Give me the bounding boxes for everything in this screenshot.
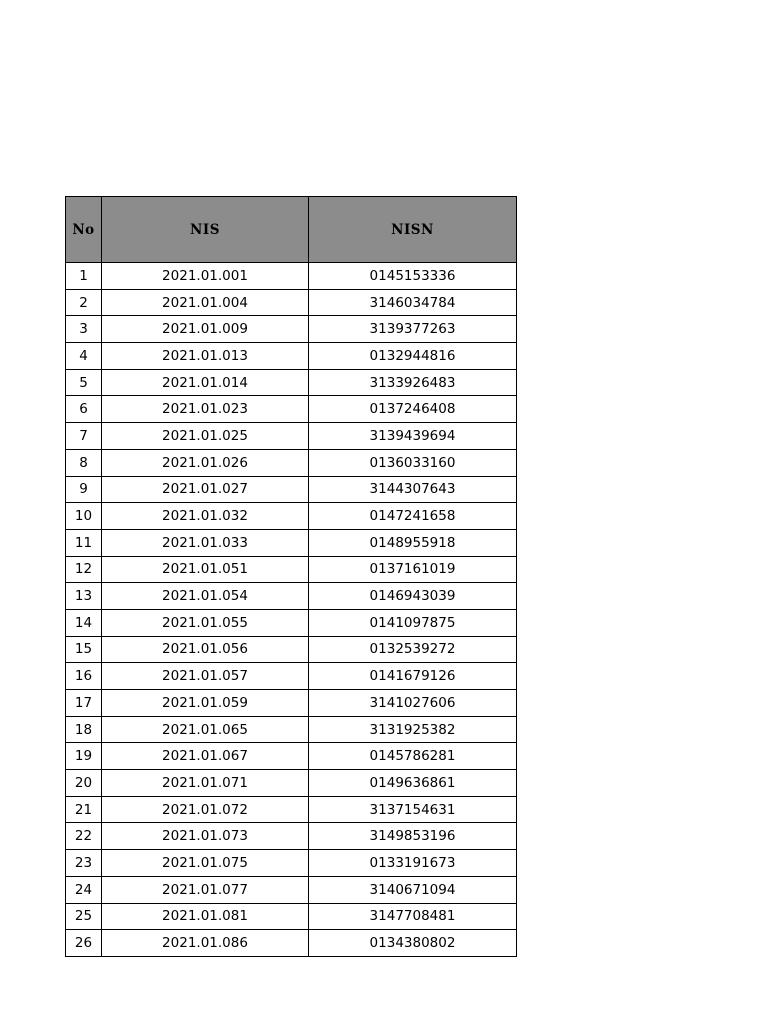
cell-nis: 2021.01.009 <box>102 316 309 343</box>
cell-nis: 2021.01.023 <box>102 396 309 423</box>
cell-nis: 2021.01.057 <box>102 663 309 690</box>
cell-no: 7 <box>66 423 102 450</box>
table-row <box>66 263 517 290</box>
cell-nisn: 0132539272 <box>309 636 517 663</box>
cell-nis: 2021.01.059 <box>102 690 309 717</box>
cell-no: 26 <box>66 930 102 957</box>
table-row <box>66 396 517 423</box>
cell-nis: 2021.01.065 <box>102 716 309 743</box>
cell-no: 1 <box>66 263 102 290</box>
cell-no: 10 <box>66 503 102 530</box>
cell-nisn: 0134380802 <box>309 930 517 957</box>
table-row <box>66 369 517 396</box>
cell-nisn: 0149636861 <box>309 770 517 797</box>
table-row <box>66 503 517 530</box>
header-no: No <box>66 197 102 263</box>
cell-no: 19 <box>66 743 102 770</box>
table-row <box>66 289 517 316</box>
table-row <box>66 449 517 476</box>
table-row <box>66 316 517 343</box>
cell-nisn: 3141027606 <box>309 690 517 717</box>
cell-nisn: 3137154631 <box>309 796 517 823</box>
cell-no: 8 <box>66 449 102 476</box>
table-row <box>66 770 517 797</box>
table-row <box>66 583 517 610</box>
cell-no: 24 <box>66 876 102 903</box>
cell-no: 3 <box>66 316 102 343</box>
cell-no: 25 <box>66 903 102 930</box>
cell-nisn: 0141097875 <box>309 609 517 636</box>
cell-no: 17 <box>66 690 102 717</box>
header-nisn: NISN <box>309 197 517 263</box>
cell-no: 20 <box>66 770 102 797</box>
cell-nisn: 3147708481 <box>309 903 517 930</box>
header-nis: NIS <box>102 197 309 263</box>
cell-nis: 2021.01.025 <box>102 423 309 450</box>
cell-no: 9 <box>66 476 102 503</box>
cell-nis: 2021.01.027 <box>102 476 309 503</box>
cell-nisn: 3140671094 <box>309 876 517 903</box>
cell-nis: 2021.01.033 <box>102 529 309 556</box>
table-row <box>66 796 517 823</box>
table-body <box>66 263 517 957</box>
cell-no: 4 <box>66 343 102 370</box>
cell-nisn: 0146943039 <box>309 583 517 610</box>
cell-nisn: 0141679126 <box>309 663 517 690</box>
cell-no: 14 <box>66 609 102 636</box>
cell-nisn: 0133191673 <box>309 850 517 877</box>
cell-nis: 2021.01.056 <box>102 636 309 663</box>
table-row <box>66 690 517 717</box>
cell-nisn: 3146034784 <box>309 289 517 316</box>
cell-no: 5 <box>66 369 102 396</box>
table-row <box>66 476 517 503</box>
cell-nisn: 3139377263 <box>309 316 517 343</box>
table-row <box>66 743 517 770</box>
cell-no: 13 <box>66 583 102 610</box>
table-row <box>66 529 517 556</box>
table-row <box>66 876 517 903</box>
cell-nisn: 0145786281 <box>309 743 517 770</box>
cell-no: 2 <box>66 289 102 316</box>
table-row <box>66 556 517 583</box>
cell-nisn: 3131925382 <box>309 716 517 743</box>
cell-no: 16 <box>66 663 102 690</box>
cell-nis: 2021.01.001 <box>102 263 309 290</box>
table-row <box>66 423 517 450</box>
table-row <box>66 823 517 850</box>
cell-nisn: 3139439694 <box>309 423 517 450</box>
cell-no: 23 <box>66 850 102 877</box>
table-header <box>66 197 517 263</box>
cell-nis: 2021.01.086 <box>102 930 309 957</box>
cell-nisn: 3133926483 <box>309 369 517 396</box>
cell-nis: 2021.01.081 <box>102 903 309 930</box>
cell-nis: 2021.01.055 <box>102 609 309 636</box>
cell-nis: 2021.01.032 <box>102 503 309 530</box>
cell-nisn: 3149853196 <box>309 823 517 850</box>
cell-nis: 2021.01.013 <box>102 343 309 370</box>
cell-nis: 2021.01.067 <box>102 743 309 770</box>
cell-no: 11 <box>66 529 102 556</box>
cell-nis: 2021.01.051 <box>102 556 309 583</box>
cell-nisn: 0137246408 <box>309 396 517 423</box>
cell-nis: 2021.01.077 <box>102 876 309 903</box>
cell-nisn: 0148955918 <box>309 529 517 556</box>
table-row <box>66 343 517 370</box>
cell-no: 21 <box>66 796 102 823</box>
cell-nis: 2021.01.075 <box>102 850 309 877</box>
cell-nisn: 0147241658 <box>309 503 517 530</box>
table-row <box>66 903 517 930</box>
cell-nisn: 3144307643 <box>309 476 517 503</box>
cell-nisn: 0145153336 <box>309 263 517 290</box>
cell-nis: 2021.01.004 <box>102 289 309 316</box>
cell-nis: 2021.01.026 <box>102 449 309 476</box>
table-row <box>66 636 517 663</box>
cell-nis: 2021.01.072 <box>102 796 309 823</box>
cell-no: 15 <box>66 636 102 663</box>
cell-no: 6 <box>66 396 102 423</box>
cell-nisn: 0136033160 <box>309 449 517 476</box>
student-id-table <box>65 196 517 957</box>
cell-nis: 2021.01.054 <box>102 583 309 610</box>
cell-no: 12 <box>66 556 102 583</box>
header-row <box>66 197 517 263</box>
table-row <box>66 930 517 957</box>
cell-nisn: 0132944816 <box>309 343 517 370</box>
cell-nisn: 0137161019 <box>309 556 517 583</box>
cell-no: 18 <box>66 716 102 743</box>
cell-nis: 2021.01.014 <box>102 369 309 396</box>
table-row <box>66 850 517 877</box>
table-row <box>66 663 517 690</box>
cell-nis: 2021.01.071 <box>102 770 309 797</box>
cell-nis: 2021.01.073 <box>102 823 309 850</box>
table-row <box>66 609 517 636</box>
table-row <box>66 716 517 743</box>
cell-no: 22 <box>66 823 102 850</box>
